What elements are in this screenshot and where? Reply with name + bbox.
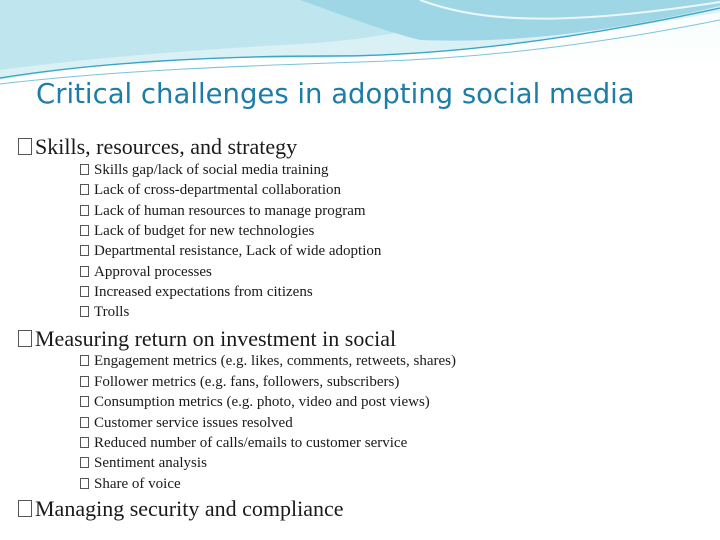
list-item: Trolls	[80, 303, 129, 321]
list-item: Share of voice	[80, 475, 181, 493]
slide-title: Critical challenges in adopting social media	[36, 78, 635, 110]
bullet-icon	[18, 500, 32, 517]
bullet-icon	[80, 225, 89, 236]
bullet-icon	[80, 478, 89, 489]
bullet-icon	[80, 266, 89, 277]
header-wave-decoration	[0, 0, 720, 90]
list-item: Follower metrics (e.g. fans, followers, subscribers)	[80, 373, 399, 391]
bullet-icon	[80, 306, 89, 317]
list-item: Increased expectations from citizens	[80, 283, 313, 301]
list-item: Sentiment analysis	[80, 454, 207, 472]
bullet-icon	[80, 355, 89, 366]
list-item: Lack of budget for new technologies	[80, 222, 314, 240]
list-item: Lack of cross-departmental collaboration	[80, 181, 341, 199]
list-item: Reduced number of calls/emails to customer service	[80, 434, 407, 452]
bullet-icon	[80, 437, 89, 448]
bullet-icon	[80, 205, 89, 216]
list-item: Skills gap/lack of social media training	[80, 161, 329, 179]
section-heading-security: Managing security and compliance	[18, 496, 344, 522]
bullet-icon	[18, 330, 32, 347]
list-item: Consumption metrics (e.g. photo, video and post views)	[80, 393, 430, 411]
bullet-icon	[80, 376, 89, 387]
bullet-icon	[80, 184, 89, 195]
bullet-icon	[18, 138, 32, 155]
bullet-icon	[80, 417, 89, 428]
list-item: Lack of human resources to manage program	[80, 202, 366, 220]
list-item: Customer service issues resolved	[80, 414, 293, 432]
bullet-icon	[80, 286, 89, 297]
list-item: Approval processes	[80, 263, 212, 281]
list-item: Engagement metrics (e.g. likes, comments, retweets, shares)	[80, 352, 456, 370]
bullet-icon	[80, 457, 89, 468]
section-heading-roi: Measuring return on investment in social	[18, 326, 396, 352]
bullet-icon	[80, 164, 89, 175]
section-heading-skills: Skills, resources, and strategy	[18, 134, 297, 160]
list-item: Departmental resistance, Lack of wide adoption	[80, 242, 381, 260]
bullet-icon	[80, 396, 89, 407]
bullet-icon	[80, 245, 89, 256]
